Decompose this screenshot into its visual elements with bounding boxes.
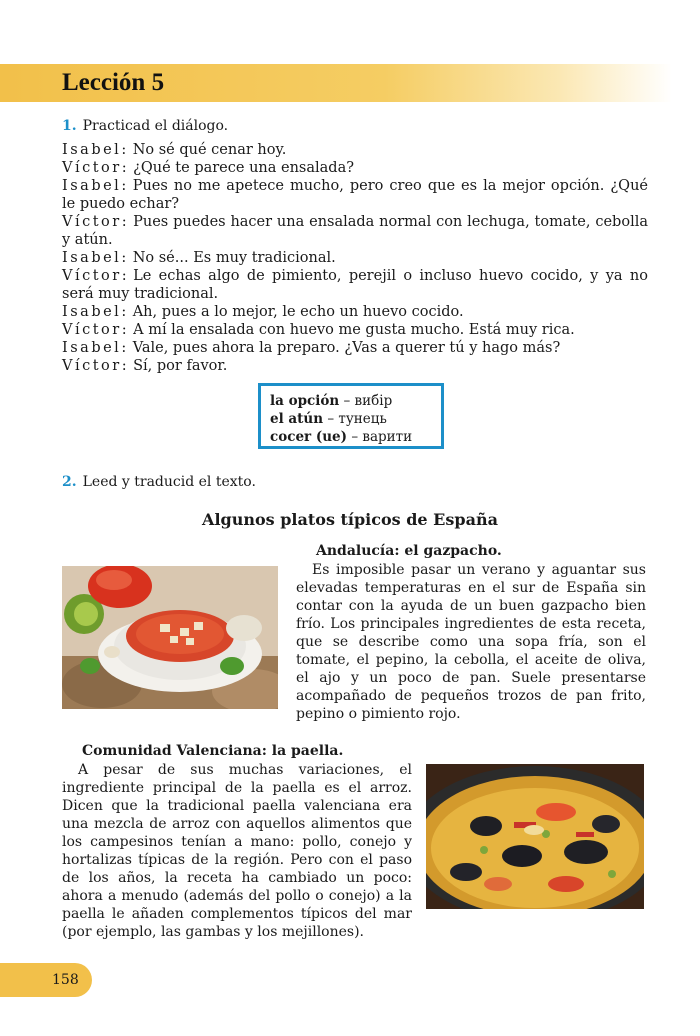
utterance: Le echas algo de pimiento, perejil o incluso huevo cocido, y ya no será muy tradicional. — [62, 268, 648, 302]
gazpacho-section — [296, 541, 646, 723]
dialog-line — [62, 141, 648, 159]
vocabulary-box — [258, 383, 444, 449]
paella-section — [62, 741, 412, 941]
gazpacho-heading: Andalucía: el gazpacho. — [316, 543, 502, 559]
utterance: Pues puedes hacer una ensalada normal con lechuga, tomate, cebolla y atún. — [62, 214, 648, 248]
dialog-line — [62, 303, 648, 321]
task-1-instruction — [62, 117, 228, 135]
speaker: Víctor: — [62, 358, 130, 374]
speaker: Isabel: — [62, 142, 129, 158]
speaker: Isabel: — [62, 304, 129, 320]
task-number: 2. — [62, 474, 77, 490]
article-title: Algunos platos típicos de España — [202, 510, 498, 529]
page-number: 158 — [52, 972, 79, 988]
task-text: Practicad el diálogo. — [82, 118, 229, 134]
gazpacho-photo — [62, 566, 278, 709]
task-2-instruction — [62, 473, 256, 491]
dialog-line — [62, 213, 648, 249]
speaker: Isabel: — [62, 178, 129, 194]
vocab-translation: – вибір — [343, 393, 393, 409]
utterance: Ah, pues a lo mejor, le echo un huevo cocido. — [132, 304, 464, 320]
utterance: No sé qué cenar hoy. — [132, 142, 287, 158]
task-text: Leed y traducid el texto. — [82, 474, 256, 490]
dialog-line — [62, 357, 648, 375]
vocab-entry — [270, 410, 441, 428]
vocab-word: cocer (ue) — [270, 429, 348, 445]
dialog-line — [62, 159, 648, 177]
utterance: ¿Qué te parece una ensalada? — [133, 160, 354, 176]
speaker: Isabel: — [62, 250, 129, 266]
utterance: No sé... Es muy tradicional. — [132, 250, 336, 266]
dialog-line — [62, 267, 648, 303]
dialog-line — [62, 321, 648, 339]
dialog-line — [62, 177, 648, 213]
speaker: Víctor: — [62, 160, 130, 176]
paella-heading: Comunidad Valenciana: la paella. — [82, 743, 344, 759]
dialog-line — [62, 249, 648, 267]
speaker: Isabel: — [62, 340, 129, 356]
vocab-word: el atún — [270, 411, 324, 427]
lesson-title: Lección 5 — [62, 69, 165, 96]
gazpacho-text: Es imposible pasar un verano y aguantar sus elevadas temperaturas en el sur de España sin contar con la ayuda de un buen gazpacho bien frío. Los principales ingredientes de esta receta, que se describe como una sopa fría, son el tomate, el pepino, la cebolla, el aceite de oliva, el ajo y un poco de pan. Suele presentarse acompañado de pequeños trozos de pan frito, pepino o pimiento rojo. — [296, 562, 646, 722]
speaker: Víctor: — [62, 214, 130, 230]
paella-text: A pesar de sus muchas variaciones, el ingrediente principal de la paella es el arroz. Dicen que la tradicional paella valenciana era una mezcla de arroz con aquellos alimentos que los campesinos tenían a mano: pollo, conejo y hortalizas típicas de la región. Pero con el paso de los años, la receta ha cambiado un poco: ahora a menudo (además del pollo o conejo) a la paella le añaden complementos típicos del mar (por ejemplo, las gambas y los mejillones). — [62, 762, 412, 940]
utterance: Pues no me apetece mucho, pero creo que es la mejor opción. ¿Qué le puedo echar? — [62, 178, 648, 212]
speaker: Víctor: — [62, 322, 130, 338]
utterance: Sí, por favor. — [133, 358, 228, 374]
vocab-entry — [270, 392, 441, 410]
vocab-translation: – тунець — [327, 411, 387, 427]
dialog — [62, 141, 648, 375]
vocab-translation: – варити — [351, 429, 413, 445]
utterance: Vale, pues ahora la preparo. ¿Vas a querer tú y hago más? — [132, 340, 561, 356]
vocab-word: la opción — [270, 393, 340, 409]
utterance: A mí la ensalada con huevo me gusta mucho. Está muy rica. — [133, 322, 575, 338]
task-number: 1. — [62, 118, 77, 134]
paella-photo — [426, 764, 644, 909]
speaker: Víctor: — [62, 268, 130, 284]
vocab-entry — [270, 428, 441, 446]
dialog-line — [62, 339, 648, 357]
